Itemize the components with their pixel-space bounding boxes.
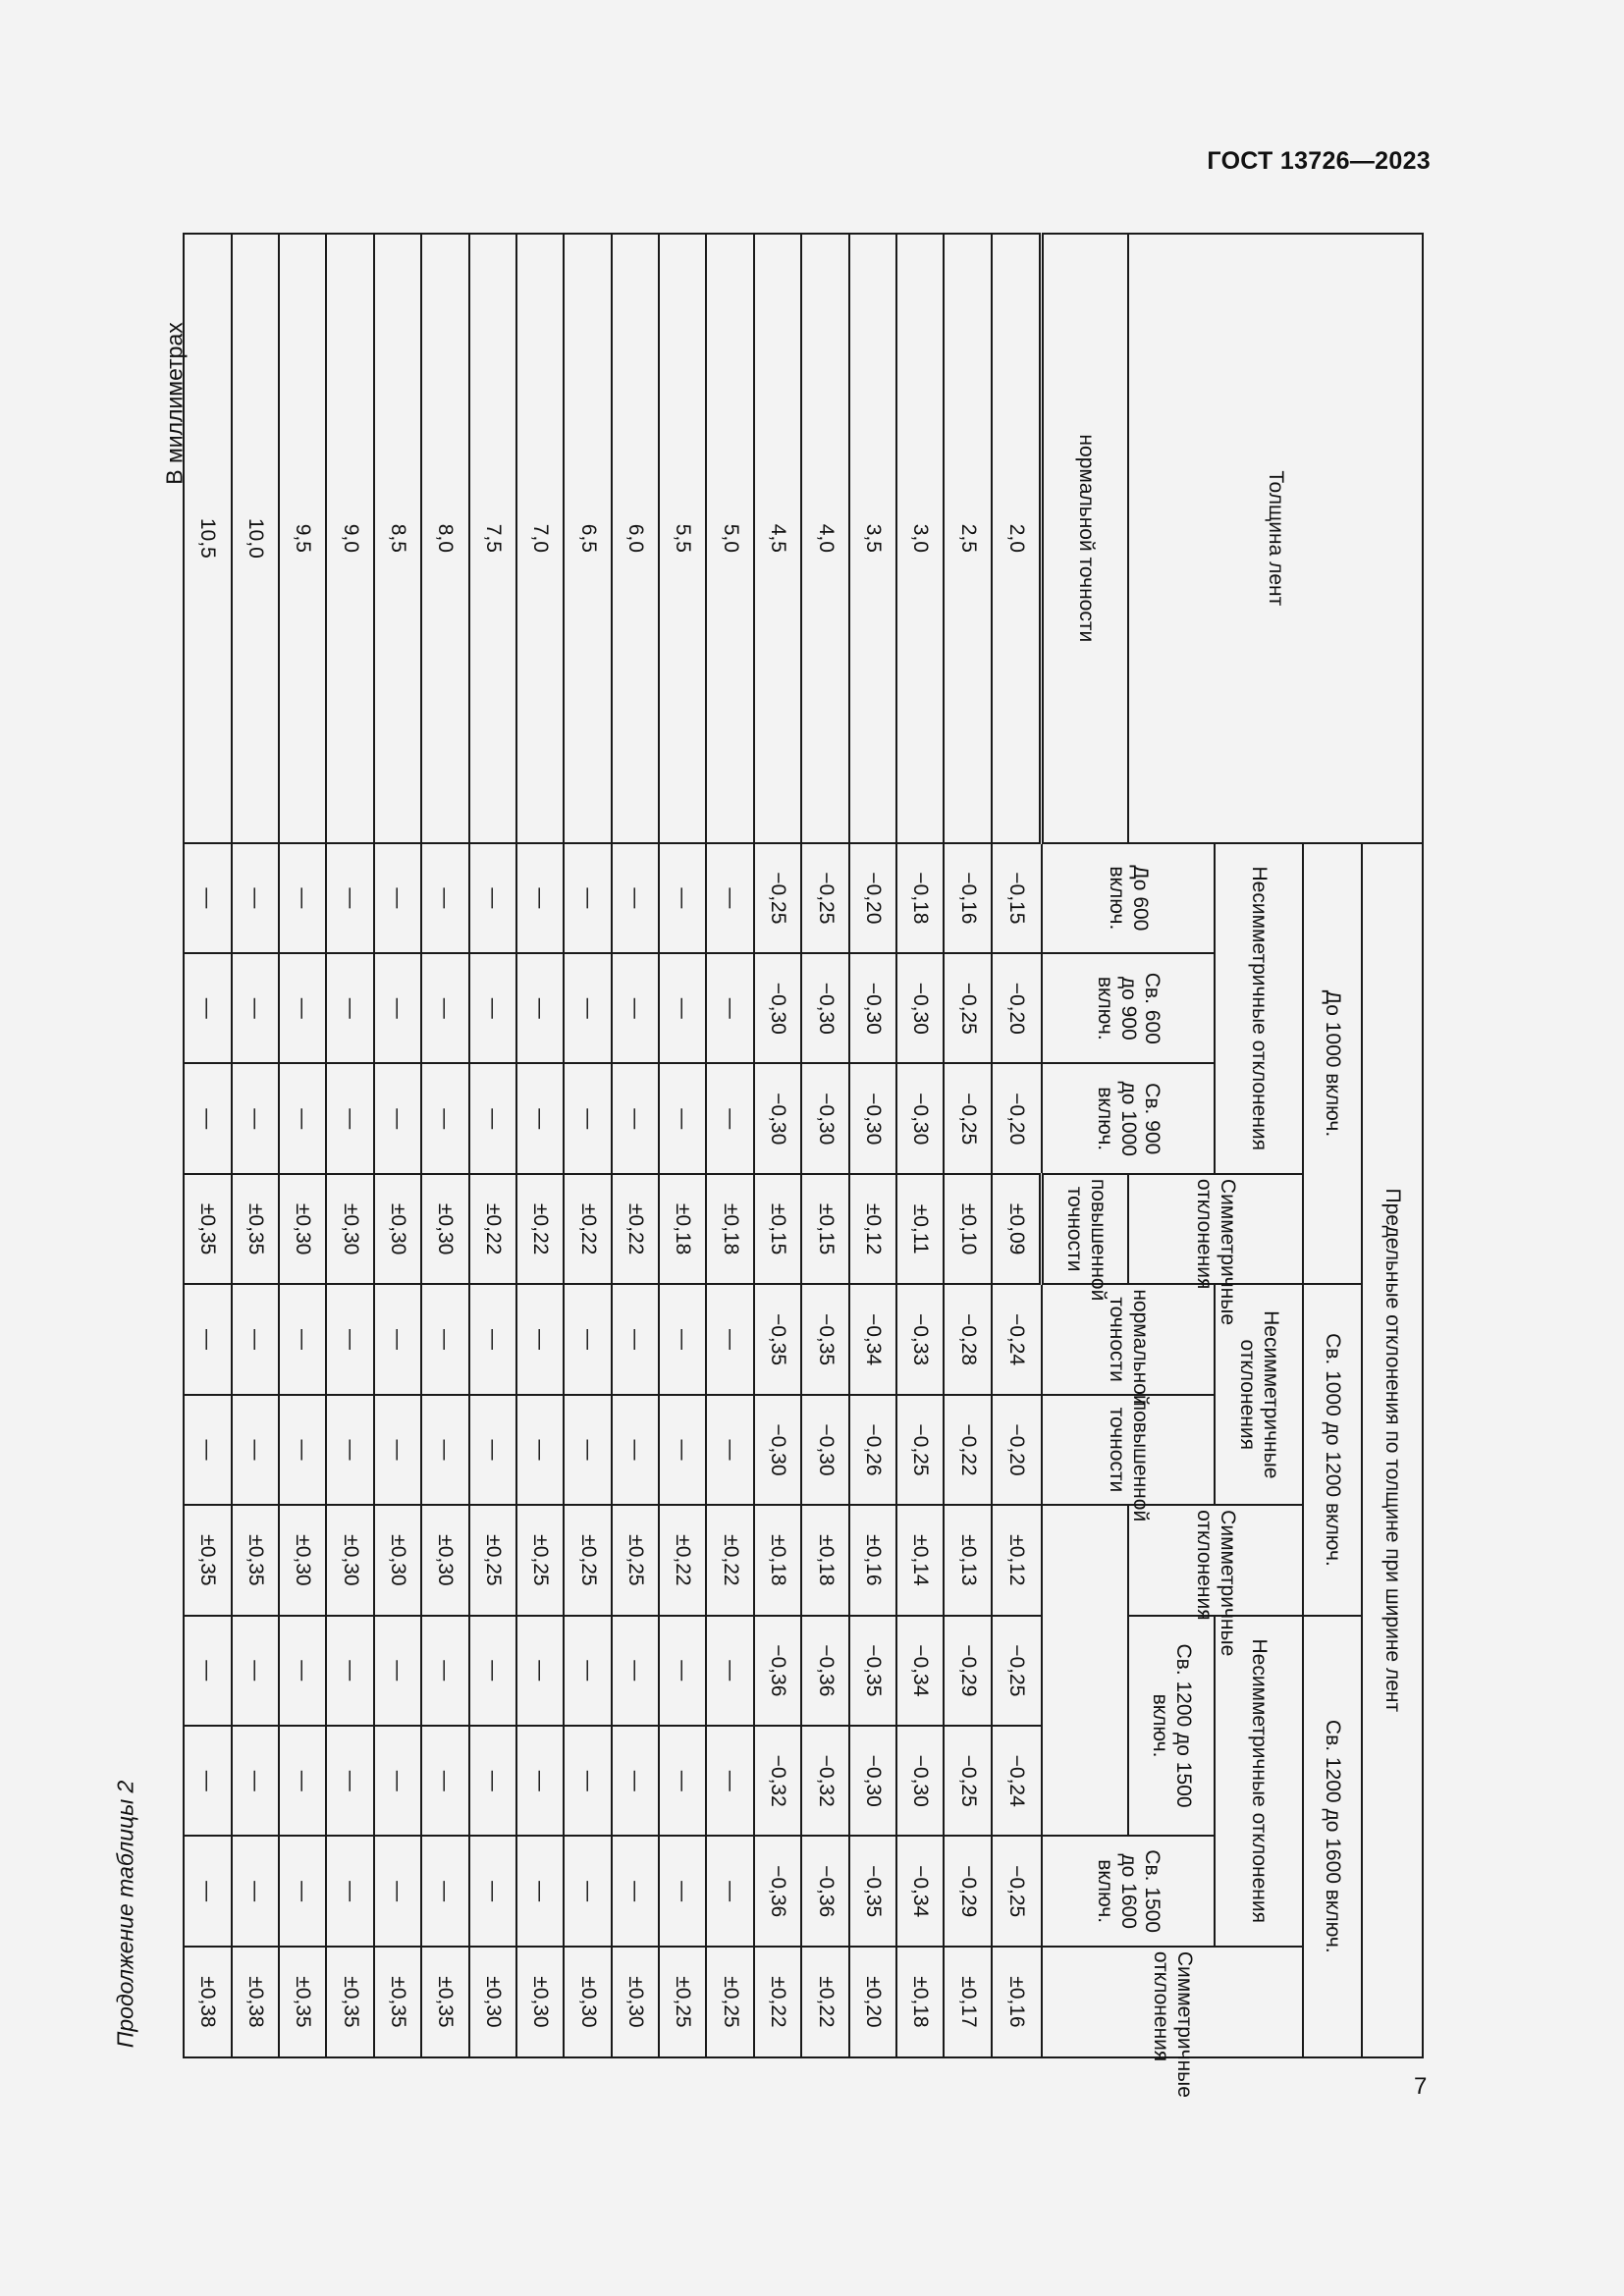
deviation-cell: −0,30 (801, 1395, 848, 1505)
deviation-cell: ±0,35 (421, 1947, 468, 2057)
deviation-cell: — (516, 1726, 564, 1836)
deviation-cell: — (232, 1395, 279, 1505)
page-number: 7 (1414, 2073, 1428, 2100)
deviation-cell: −0,28 (944, 1284, 991, 1394)
deviation-cell: ±0,30 (326, 1174, 373, 1284)
deviation-cell: ±0,25 (469, 1505, 516, 1615)
deviation-cell: ±0,18 (659, 1174, 706, 1284)
deviation-cell: −0,25 (944, 953, 991, 1063)
deviation-cell: — (421, 1395, 468, 1505)
deviation-cell: −0,36 (754, 1616, 801, 1726)
deviation-cell: −0,34 (849, 1284, 896, 1394)
deviation-cell: ±0,10 (944, 1174, 991, 1284)
deviation-cell: −0,20 (992, 953, 1042, 1063)
deviation-cell: — (326, 1616, 373, 1726)
deviation-cell: — (326, 953, 373, 1063)
deviation-cell: — (612, 1836, 659, 1946)
deviation-cell: — (706, 1284, 753, 1394)
g3-increased-header: повышенной точности (1042, 1174, 1128, 1284)
deviation-cell: — (706, 1395, 753, 1505)
deviation-cell: — (612, 953, 659, 1063)
deviation-cell: — (659, 953, 706, 1063)
deviation-cell: ±0,22 (612, 1174, 659, 1284)
deviation-cell: — (564, 843, 611, 953)
deviation-cell: — (659, 1063, 706, 1173)
group-header-2: Св. 1000 до 1200 включ. (1303, 1284, 1362, 1615)
deviation-cell: ±0,16 (849, 1505, 896, 1615)
deviation-cell: — (279, 1063, 326, 1173)
table-row (374, 234, 421, 2057)
deviation-cell: ±0,30 (421, 1505, 468, 1615)
deviation-cell: ±0,18 (754, 1505, 801, 1615)
deviation-cell: — (516, 1063, 564, 1173)
deviation-cell: ±0,30 (612, 1947, 659, 2057)
deviation-cell: −0,16 (944, 843, 991, 953)
thickness-cell: 5,0 (706, 234, 753, 843)
deviation-cell: — (469, 1395, 516, 1505)
deviation-cell: — (232, 1726, 279, 1836)
deviation-cell: −0,25 (754, 843, 801, 953)
deviation-cell: — (374, 843, 421, 953)
deviation-cell: −0,36 (754, 1836, 801, 1946)
deviation-cell: — (326, 1395, 373, 1505)
deviation-cell: — (706, 953, 753, 1063)
deviation-cell: — (612, 1726, 659, 1836)
thickness-cell: 2,5 (944, 234, 991, 843)
deviation-cell: — (421, 1284, 468, 1394)
deviation-cell: ±0,30 (516, 1947, 564, 2057)
deviation-cell: −0,30 (849, 953, 896, 1063)
table-row (232, 234, 279, 2057)
thickness-cell: 2,0 (992, 234, 1042, 843)
deviation-cell: — (374, 1836, 421, 1946)
g3-symmetric-header: Симметричные отклонения (1042, 1947, 1303, 2057)
thickness-cell: 8,0 (421, 234, 468, 843)
table-row (706, 234, 753, 2057)
deviation-cell: — (564, 1616, 611, 1726)
deviation-cell: — (516, 843, 564, 953)
deviation-cell: ±0,30 (421, 1174, 468, 1284)
deviation-cell: — (564, 1836, 611, 1946)
deviation-cell: — (469, 953, 516, 1063)
g2-normal-header: нормальной точности (1042, 1284, 1215, 1394)
deviation-cell: ±0,22 (564, 1174, 611, 1284)
deviation-cell: — (706, 1063, 753, 1173)
deviation-cell: ±0,22 (706, 1505, 753, 1615)
thickness-cell: 10,5 (184, 234, 232, 843)
deviation-cell: −0,35 (849, 1616, 896, 1726)
deviation-cell: −0,25 (944, 1726, 991, 1836)
deviation-cell: −0,20 (849, 843, 896, 953)
thickness-cell: 4,5 (754, 234, 801, 843)
thickness-cell: 9,0 (326, 234, 373, 843)
deviation-cell: — (421, 953, 468, 1063)
deviation-cell: — (374, 953, 421, 1063)
deviation-cell: — (706, 843, 753, 953)
deviation-cell: −0,30 (754, 1395, 801, 1505)
table-row (564, 234, 611, 2057)
deviation-cell: — (516, 1836, 564, 1946)
thickness-cell: 6,5 (564, 234, 611, 843)
deviation-cell: — (421, 1836, 468, 1946)
deviation-cell: −0,25 (944, 1063, 991, 1173)
deviation-cell: −0,24 (992, 1726, 1042, 1836)
g1-sub1-header: До 600 включ. (1042, 843, 1215, 953)
thickness-cell: 7,0 (516, 234, 564, 843)
deviation-cell: — (659, 1616, 706, 1726)
document-code: ГОСТ 13726—2023 (1207, 147, 1431, 175)
deviation-cell: ±0,09 (992, 1174, 1042, 1284)
deviation-cell: — (421, 1616, 468, 1726)
g3-sub1-header: Св. 1200 до 1500 включ. (1128, 1616, 1215, 1837)
deviation-cell: — (279, 1395, 326, 1505)
deviation-cell: — (516, 1395, 564, 1505)
deviation-cell: ±0,30 (374, 1505, 421, 1615)
deviation-cell: −0,15 (992, 843, 1042, 953)
deviation-cell: −0,30 (896, 1063, 944, 1173)
table-row (944, 234, 991, 2057)
deviation-cell: — (326, 1284, 373, 1394)
deviation-cell: ±0,13 (944, 1505, 991, 1615)
deviation-cell: ±0,25 (659, 1947, 706, 2057)
deviation-cell: ±0,22 (469, 1174, 516, 1284)
deviation-cell: — (232, 1063, 279, 1173)
deviation-cell: −0,30 (754, 953, 801, 1063)
deviation-cell: ±0,18 (706, 1174, 753, 1284)
deviation-cell: ±0,35 (279, 1947, 326, 2057)
table-row (612, 234, 659, 2057)
deviation-cell: — (612, 1284, 659, 1394)
deviation-cell: — (421, 1063, 468, 1173)
deviation-cell: −0,25 (992, 1836, 1042, 1946)
deviation-cell: — (279, 953, 326, 1063)
deviation-cell: −0,30 (801, 953, 848, 1063)
thickness-cell: 9,5 (279, 234, 326, 843)
deviation-cell: ±0,15 (754, 1174, 801, 1284)
deviation-cell: ±0,16 (992, 1947, 1042, 2057)
g2-increased-header: повышенной точности (1042, 1395, 1215, 1505)
deviation-cell: −0,34 (896, 1616, 944, 1726)
thickness-cell: 3,0 (896, 234, 944, 843)
deviation-cell: ±0,11 (896, 1174, 944, 1284)
deviation-cell: ±0,30 (564, 1947, 611, 2057)
deviation-cell: −0,25 (896, 1395, 944, 1505)
deviation-cell: — (612, 1063, 659, 1173)
deviation-cell: — (469, 1284, 516, 1394)
deviation-cell: — (232, 953, 279, 1063)
main-header: Предельные отклонения по толщине при ширине лент (1362, 843, 1423, 2057)
g3-normal-header: нормальной точности (1042, 234, 1128, 843)
deviation-cell: — (326, 1836, 373, 1946)
deviation-cell: −0,25 (801, 843, 848, 953)
deviation-cell: — (184, 1063, 232, 1173)
deviation-cell: — (516, 1284, 564, 1394)
deviation-cell: ±0,18 (896, 1947, 944, 2057)
deviation-cell: ±0,30 (279, 1174, 326, 1284)
g1-sub2-header: Св. 600 до 900 включ. (1042, 953, 1215, 1063)
table-body (184, 234, 1042, 2057)
deviation-cell: ±0,38 (184, 1947, 232, 2057)
deviation-cell: — (659, 843, 706, 953)
deviation-cell: ±0,30 (469, 1947, 516, 2057)
thickness-cell: 7,5 (469, 234, 516, 843)
deviation-cell: — (374, 1284, 421, 1394)
deviation-cell: — (659, 1284, 706, 1394)
deviation-cell: ±0,22 (754, 1947, 801, 2057)
thickness-header: Толщина лент (1128, 234, 1423, 843)
deviation-cell: — (279, 843, 326, 953)
deviation-cell: −0,18 (896, 843, 944, 953)
deviation-cell: — (469, 1836, 516, 1946)
deviation-cell: −0,33 (896, 1284, 944, 1394)
table-row (279, 234, 326, 2057)
deviation-cell: −0,30 (754, 1063, 801, 1173)
table-row (326, 234, 373, 2057)
g1-symmetric-header: Симметричные отклонения (1128, 1174, 1303, 1284)
deviation-cell: — (232, 843, 279, 953)
deviation-cell: — (184, 953, 232, 1063)
deviation-cell: ±0,35 (184, 1174, 232, 1284)
thickness-cell: 10,0 (232, 234, 279, 843)
deviation-cell: ±0,14 (896, 1505, 944, 1615)
deviation-cell: — (279, 1836, 326, 1946)
deviation-cell: — (374, 1726, 421, 1836)
g1-asymmetric-header: Несимметричные отклонения (1215, 843, 1303, 1174)
deviation-cell: −0,24 (992, 1284, 1042, 1394)
deviation-cell: — (374, 1063, 421, 1173)
deviation-cell: — (279, 1726, 326, 1836)
deviation-cell: −0,29 (944, 1836, 991, 1946)
deviation-cell: ±0,25 (612, 1505, 659, 1615)
deviation-cell: — (516, 1616, 564, 1726)
deviation-cell: ±0,38 (232, 1947, 279, 2057)
deviation-cell: −0,30 (896, 953, 944, 1063)
deviation-cell: ±0,35 (326, 1947, 373, 2057)
deviation-cell: — (421, 1726, 468, 1836)
table-row (184, 234, 232, 2057)
deviation-cell: — (659, 1836, 706, 1946)
deviation-cell: ±0,35 (232, 1174, 279, 1284)
deviation-cell: ±0,35 (184, 1505, 232, 1615)
deviation-cell: — (232, 1836, 279, 1946)
deviation-cell: — (564, 1284, 611, 1394)
group-header-3: Св. 1200 до 1600 включ. (1303, 1616, 1362, 2057)
deviation-cell: — (469, 1726, 516, 1836)
deviation-cell: — (184, 1284, 232, 1394)
deviation-cell: −0,36 (801, 1616, 848, 1726)
deviation-cell: — (612, 843, 659, 953)
table-row (992, 234, 1042, 2057)
deviation-cell: — (421, 843, 468, 953)
g3-sub2-header: Св. 1500 до 1600 включ. (1042, 1836, 1215, 1946)
table-row (469, 234, 516, 2057)
deviation-cell: — (184, 843, 232, 953)
deviation-cell: ±0,25 (564, 1505, 611, 1615)
deviation-cell: — (706, 1726, 753, 1836)
deviation-cell: — (564, 1395, 611, 1505)
deviation-cell: — (706, 1616, 753, 1726)
table-row (516, 234, 564, 2057)
deviation-cell: — (564, 953, 611, 1063)
deviation-cell: −0,32 (801, 1726, 848, 1836)
deviation-cell: — (326, 1726, 373, 1836)
thickness-cell: 8,5 (374, 234, 421, 843)
deviation-cell: — (612, 1616, 659, 1726)
deviation-cell: −0,30 (801, 1063, 848, 1173)
deviation-cell: — (706, 1836, 753, 1946)
deviation-cell: ±0,22 (516, 1174, 564, 1284)
table-row (896, 234, 944, 2057)
deviation-cell: −0,20 (992, 1395, 1042, 1505)
deviation-cell: — (374, 1395, 421, 1505)
table-caption: Продолжение таблицы 2 (112, 1780, 138, 2049)
deviation-cell: — (564, 1726, 611, 1836)
deviation-cell: — (232, 1616, 279, 1726)
deviation-cell: ±0,12 (992, 1505, 1042, 1615)
deviation-cell: ±0,35 (232, 1505, 279, 1615)
deviation-cell: −0,32 (754, 1726, 801, 1836)
deviation-cell: −0,29 (944, 1616, 991, 1726)
tolerance-table (183, 233, 1424, 2098)
deviation-cell: — (326, 1063, 373, 1173)
deviation-cell: — (184, 1395, 232, 1505)
deviation-cell: — (279, 1284, 326, 1394)
g3-asymmetric-header: Несимметричные отклонения (1215, 1616, 1303, 1947)
table-row (421, 234, 468, 2057)
g1-sub3-header: Св. 900 до 1000 включ. (1042, 1063, 1215, 1173)
deviation-cell: ±0,12 (849, 1174, 896, 1284)
deviation-cell: −0,30 (896, 1726, 944, 1836)
deviation-cell: −0,30 (849, 1726, 896, 1836)
deviation-cell: ±0,20 (849, 1947, 896, 2057)
deviation-cell: — (184, 1616, 232, 1726)
deviation-cell: ±0,25 (706, 1947, 753, 2057)
deviation-cell: −0,26 (849, 1395, 896, 1505)
deviation-cell: ±0,18 (801, 1505, 848, 1615)
thickness-cell: 6,0 (612, 234, 659, 843)
thickness-cell: 4,0 (801, 234, 848, 843)
table-row (801, 234, 848, 2057)
deviation-cell: ±0,22 (659, 1505, 706, 1615)
g2-symmetric-header: Симметричные отклонения (1128, 1505, 1303, 1615)
deviation-cell: — (232, 1284, 279, 1394)
deviation-cell: — (326, 843, 373, 953)
deviation-cell: — (564, 1063, 611, 1173)
tolerance-table-container (183, 233, 1424, 2098)
deviation-cell: −0,35 (754, 1284, 801, 1394)
deviation-cell: — (659, 1395, 706, 1505)
deviation-cell: ±0,35 (374, 1947, 421, 2057)
deviation-cell: −0,22 (944, 1395, 991, 1505)
table-row (849, 234, 896, 2057)
table-row (754, 234, 801, 2057)
deviation-cell: ±0,25 (516, 1505, 564, 1615)
deviation-cell: ±0,30 (374, 1174, 421, 1284)
deviation-cell: −0,35 (849, 1836, 896, 1946)
deviation-cell: — (469, 843, 516, 953)
group-header-1: До 1000 включ. (1303, 843, 1362, 1285)
table-row (659, 234, 706, 2057)
deviation-cell: — (469, 1616, 516, 1726)
deviation-cell: — (469, 1063, 516, 1173)
deviation-cell: −0,34 (896, 1836, 944, 1946)
units-note: В миллиметрах (161, 322, 188, 485)
deviation-cell: — (516, 953, 564, 1063)
deviation-cell: −0,35 (801, 1284, 848, 1394)
deviation-cell: — (612, 1395, 659, 1505)
deviation-cell: −0,30 (849, 1063, 896, 1173)
deviation-cell: — (659, 1726, 706, 1836)
deviation-cell: −0,25 (992, 1616, 1042, 1726)
deviation-cell: — (184, 1726, 232, 1836)
deviation-cell: ±0,17 (944, 1947, 991, 2057)
deviation-cell: −0,20 (992, 1063, 1042, 1173)
thickness-cell: 3,5 (849, 234, 896, 843)
deviation-cell: −0,36 (801, 1836, 848, 1946)
deviation-cell: ±0,30 (326, 1505, 373, 1615)
deviation-cell: — (279, 1616, 326, 1726)
deviation-cell: — (374, 1616, 421, 1726)
deviation-cell: ±0,22 (801, 1947, 848, 2057)
g2-asymmetric-header: Несимметричные отклонения (1215, 1284, 1303, 1505)
deviation-cell: ±0,15 (801, 1174, 848, 1284)
deviation-cell: — (184, 1836, 232, 1946)
thickness-cell: 5,5 (659, 234, 706, 843)
deviation-cell: ±0,30 (279, 1505, 326, 1615)
